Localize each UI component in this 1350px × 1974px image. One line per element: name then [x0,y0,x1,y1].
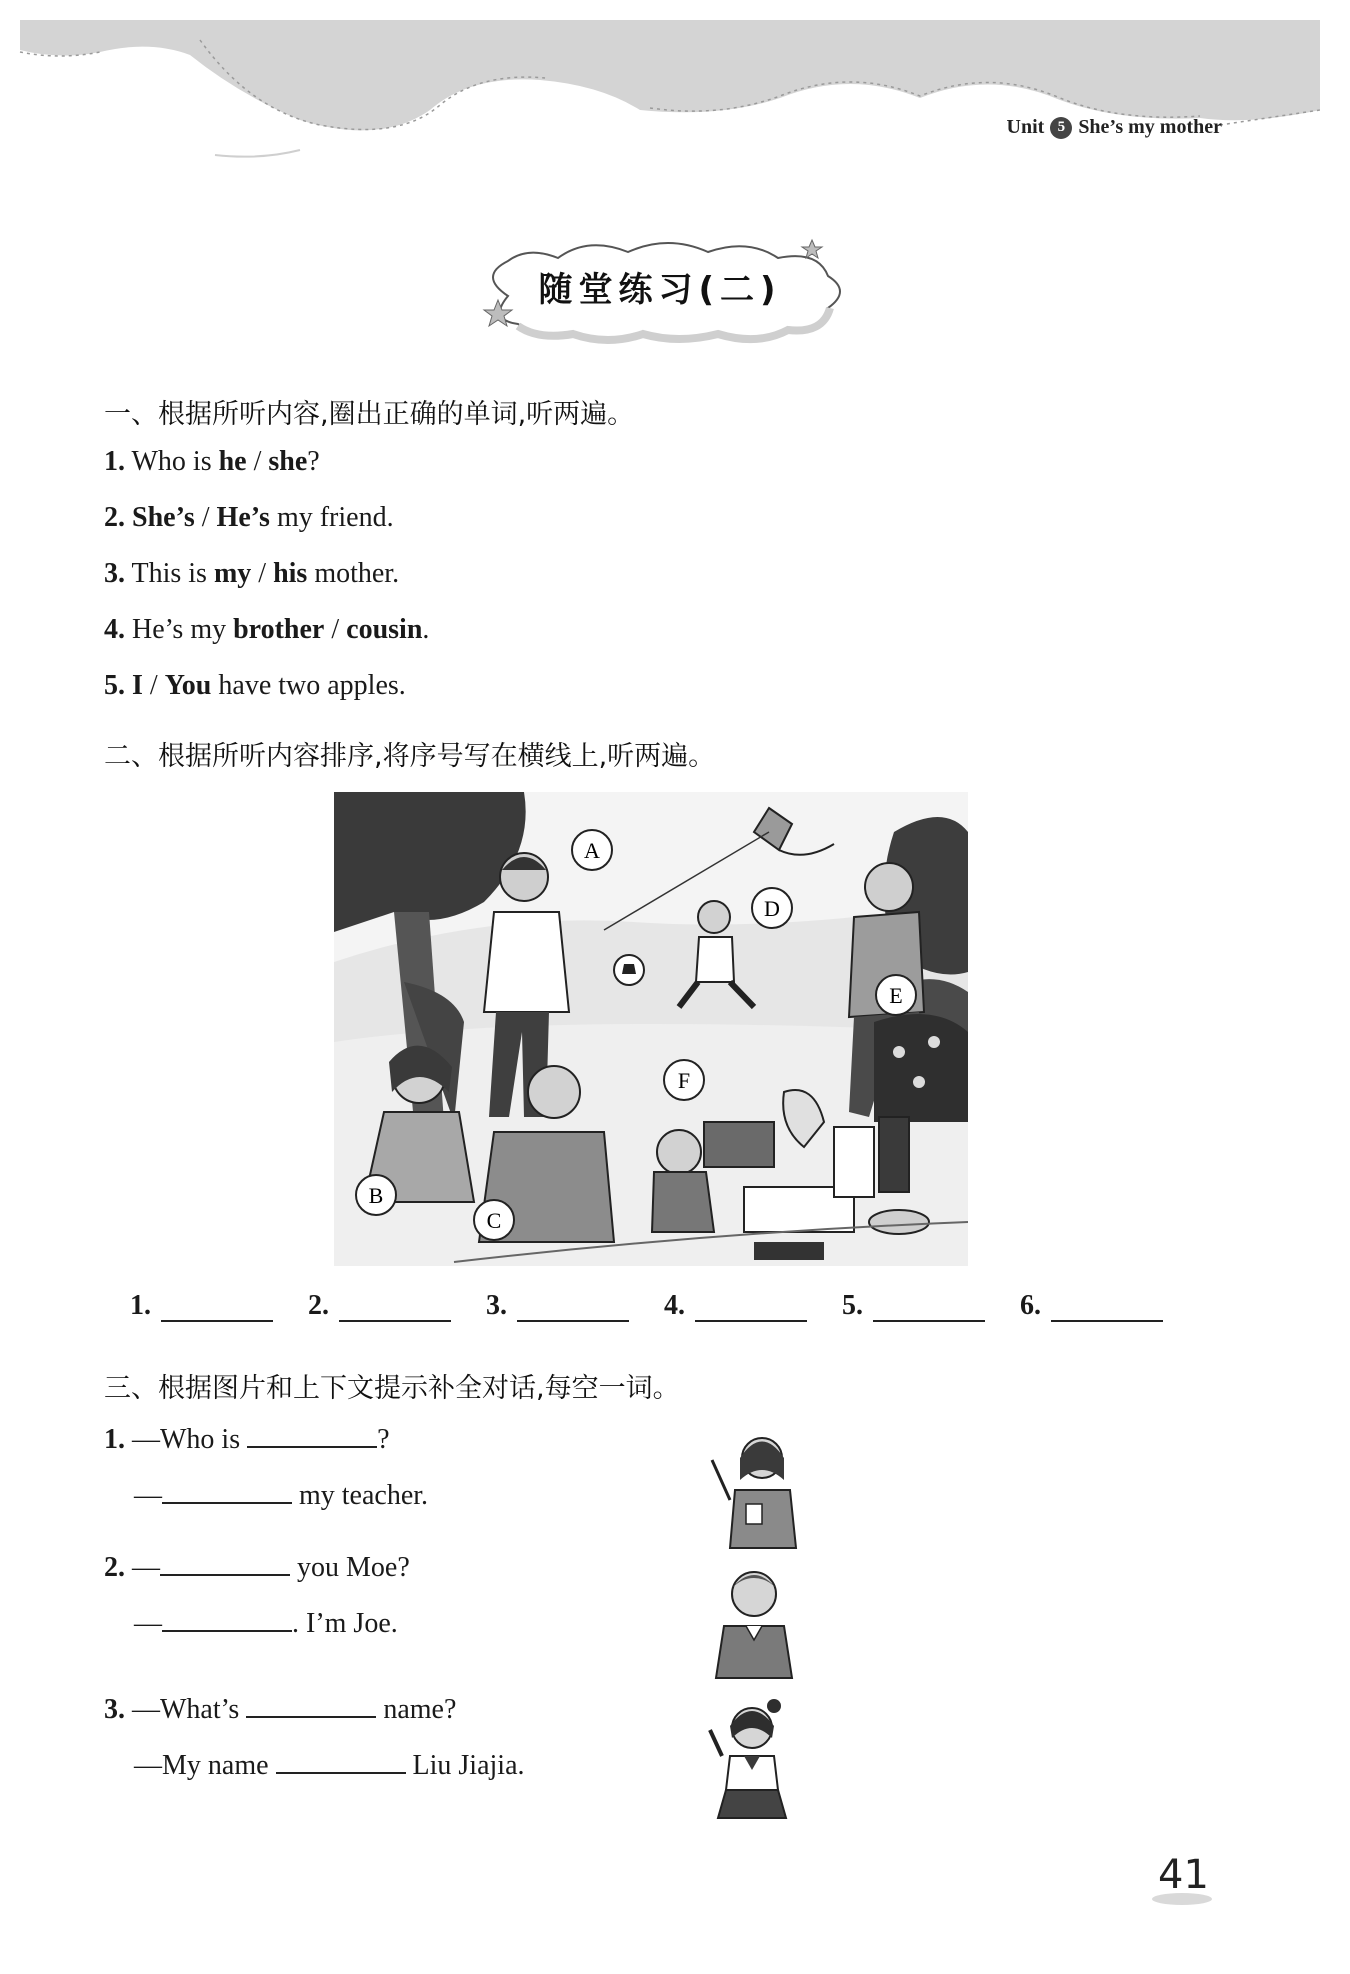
answer-blank[interactable] [160,1548,290,1576]
answer-blank[interactable] [247,1420,377,1448]
option-circle-target[interactable]: his [273,558,308,589]
picnic-scene-illustration [334,792,968,1266]
option-circle-target[interactable]: You [164,670,212,701]
svg-text:D: D [764,896,780,921]
order-blank-1[interactable]: 1. [130,1290,273,1322]
svg-text:B: B [368,1183,384,1208]
order-blank-5[interactable]: 5. [842,1290,985,1322]
picture-label-F [664,1060,704,1100]
picture-label-C [474,1200,514,1240]
svg-text:F: F [677,1068,691,1093]
svg-text:E: E [889,983,903,1008]
picture-label-D [752,888,792,928]
page-number: 41 [1158,1852,1209,1898]
answer-blank[interactable] [162,1604,292,1632]
girl-liu-jiajia-illustration [700,1690,804,1830]
section1-item-1: 1. Who is he / she? [104,446,320,477]
svg-text:A: A [584,838,600,863]
dialogue-3-line-1: 3. —What’s name? [104,1690,456,1726]
picture-label-E [876,975,916,1015]
order-blank-2[interactable]: 2. [308,1290,451,1322]
option-circle-target[interactable]: I [132,670,143,701]
unit-header [1007,116,1222,139]
picture-label-A [572,830,612,870]
section3-heading: 三、根据图片和上下文提示补全对话,每空一词。 [104,1373,680,1404]
option-circle-target[interactable]: She’s [132,502,195,533]
option-circle-target[interactable]: brother [233,614,325,645]
order-answer-row [130,1290,1190,1340]
order-blank-6[interactable]: 6. [1020,1290,1163,1322]
section2-heading: 二、根据所听内容排序,将序号写在横线上,听两遍。 [104,741,716,772]
option-circle-target[interactable]: my [213,558,252,589]
section1-item-4: 4. He’s my brother / cousin. [104,614,430,645]
order-blank-3[interactable]: 3. [486,1290,629,1322]
boy-joe-illustration [706,1556,802,1681]
dialogue-3-line-2: —My name Liu Jiajia. [134,1746,525,1782]
picture-label-B [356,1175,396,1215]
dialogue-2-line-2: — . I’m Joe. [134,1604,398,1640]
svg-text:C: C [486,1208,502,1233]
page-title: 随堂练习(二) [538,270,782,310]
unit-number-badge: 5 [1050,117,1072,139]
unit-title: She’s my mother [1078,116,1222,138]
dialogue-1-line-1: 1. —Who is ? [104,1420,390,1456]
answer-blank[interactable] [276,1746,406,1774]
dialogue-2-line-1: 2. — you Moe? [104,1548,410,1584]
option-circle-target[interactable]: He’s [216,502,270,533]
answer-blank[interactable] [162,1476,292,1504]
dialogue-1-line-2: — my teacher. [134,1476,428,1512]
option-circle-target[interactable]: cousin [346,614,423,645]
section1-heading: 一、根据所听内容,圈出正确的单词,听两遍。 [104,399,635,430]
unit-word: Unit [1006,116,1045,138]
answer-blank[interactable] [246,1690,376,1718]
teacher-woman-illustration [700,1420,810,1550]
section1-item-2: 2. She’s / He’s my friend. [104,502,394,533]
section1-item-3: 3. This is my / his mother. [104,558,400,589]
order-blank-4[interactable]: 4. [664,1290,807,1322]
option-circle-target[interactable]: he [218,446,247,477]
option-circle-target[interactable]: she [268,446,308,477]
section1-item-5: 5. I / You have two apples. [104,670,406,701]
